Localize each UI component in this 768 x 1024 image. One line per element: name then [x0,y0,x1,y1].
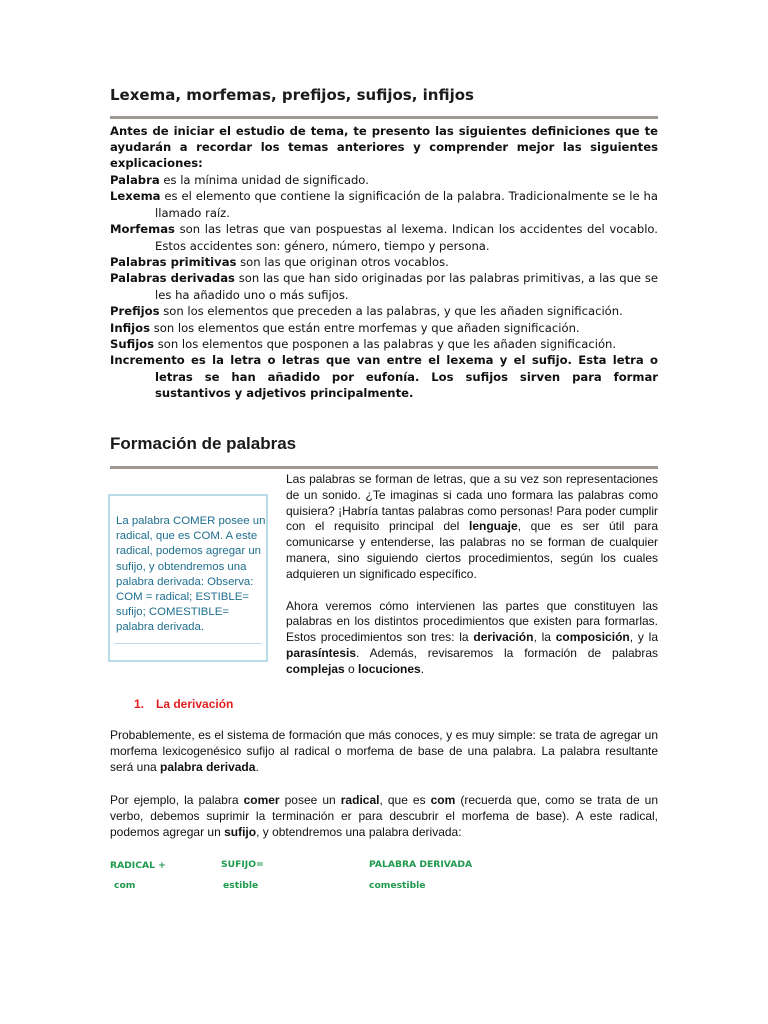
table-cell-radical: com [114,880,136,891]
section-title-lexema: Lexema, morfemas, prefijos, sufijos, infijos [110,86,474,104]
definition-item: Morfemas son las letras que van pospuestas al lexema. Indican los accidentes del vocablo. Estos accidentes son: género, número, tiempo y persona. [110,222,658,253]
definition-item: Lexema es el elemento que contiene la significación de la palabra. Tradicionalmente se le ha llamado raíz. [110,189,658,220]
definition-item: Incremento es la letra o letras que van entre el lexema y el sufijo. Esta letra o letras se han añadido por eufonía. Los sufijos sirven para formar sustantivos y adjetivos principalmente. [110,353,658,401]
definition-item: Palabras derivadas son las que han sido originadas por las palabras primitivas, a las que se les ha añadido uno o más sufijos. [110,271,658,302]
definition-item: Palabra es la mínima unidad de significado. [110,173,369,187]
subsection-number: 1. [134,697,145,711]
definition-item: Prefijos son los elementos que preceden a las palabras, y que les añaden significación. [110,304,623,319]
definition-item: Sufijos son los elementos que posponen a las palabras y que les añaden significación. [110,337,617,352]
callout-divider [114,643,262,644]
table-header-radical: RADICAL + [110,860,166,871]
definition-item: Palabras primitivas son las que originan otros vocablos. [110,255,449,270]
title-rule [110,466,658,469]
intro-paragraph: Antes de iniciar el estudio de tema, te presento las siguientes definiciones que te ayudarán a recordar los temas anteriores y comprender mejor las siguientes explicaciones: [110,124,658,170]
formacion-text-column [286,472,658,694]
callout-text: La palabra COMER posee un radical, que es COM. A este radical, podemos agregar un sufijo, y obtendremos una palabra derivada: Observa: COM = radical; ESTIBLE= sufijo; COMESTIBLE= palabra derivada. [116,515,266,634]
paragraph: Por ejemplo, la palabra comer posee un radical, que es com (recuerda que, como se trata de un verbo, debemos suprimir la terminación er para descubrir el morfema de base). A este radical, podemos agregar un sufijo, y obtendremos una palabra derivada: [110,793,659,839]
table-header-palabra-derivada: PALABRA DERIVADA [369,859,473,870]
definitions-list [110,172,658,402]
example-callout-box [108,494,268,662]
table-cell-sufijo: estible [223,880,259,891]
table-cell-palabra-derivada: comestible [369,880,426,891]
paragraph: Las palabras se forman de letras, que a su vez son representaciones de un sonido. ¿Te imaginas si cada uno formara las palabras como quisiera? ¡Habría tantas palabras como personas! Para poder cumplir con el requisito principal del lenguaje, que es ser útil para comunicarse y entenderse, las palabras no se forman de cualquier manera, sino siguiendo ciertos procedimientos, según los cuales adquieren un significado específico. [286,472,658,581]
section-title-formacion: Formación de palabras [110,434,297,453]
table-header-sufijo: SUFIJO= [221,859,264,870]
subsection-title: La derivación [156,697,234,711]
title-rule [110,116,658,119]
paragraph: Ahora veremos cómo intervienen las partes que constituyen las palabras en los distintos procedimientos que existen para formarlas. Estos procedimientos son tres: la derivación, la composición, y la parasíntesis. Además, revisaremos la formación de palabras complejas o locuciones. [286,598,659,676]
definition-item: Infijos son los elementos que están entre morfemas y que añaden significación. [110,320,580,335]
subsection-heading-derivacion [134,697,233,711]
paragraph: Probablemente, es el sistema de formación que más conoces, y es muy simple: se trata de agregar un morfema lexicogenésico sufijo al radical o morfema de base de una palabra. La palabra resultante será una palabra derivada. [110,728,658,774]
